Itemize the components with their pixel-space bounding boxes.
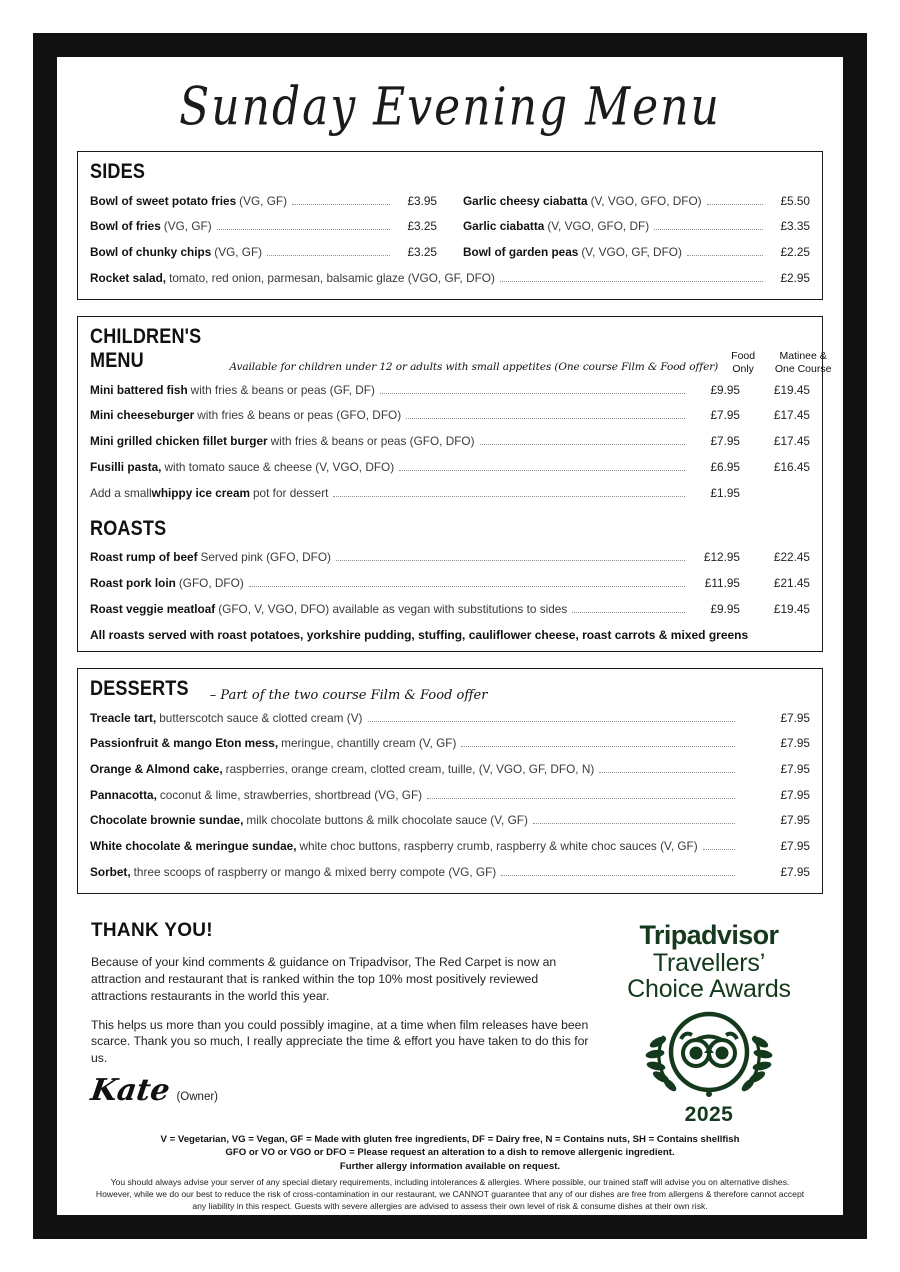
menu-item-price: £7.95 [780, 864, 810, 879]
menu-item-prefix: Add a small [90, 485, 152, 500]
menu-item-description: (GFO, DFO) [178, 576, 244, 591]
menu-item-price: £19.45 [773, 601, 810, 616]
leader-dots [336, 559, 685, 561]
menu-item-row [463, 188, 810, 214]
menu-item-price: £2.95 [780, 270, 810, 285]
menu-item-price: £9.95 [710, 601, 740, 616]
allergen-key-line-1: V = Vegetarian, VG = Vegan, GF = Made with gluten free ingredients, DF = Dairy free, N = Contains nuts, SH = Contains shellfish [160, 1133, 740, 1145]
menu-item-description: with fries & beans or peas (GF, DF) [190, 382, 375, 397]
menu-item-row [90, 782, 810, 808]
menu-item-description: milk chocolate buttons & milk chocolate sauce (V, GF) [246, 813, 528, 828]
menu-item-name: Bowl of chunky chips [90, 245, 212, 260]
menu-item-description: (V, VGO, GFO, DF) [547, 219, 650, 234]
leader-dots [380, 392, 685, 394]
children-heading: CHILDREN'S MENU [90, 325, 202, 373]
leader-dots [533, 822, 735, 824]
thank-you-paragraph-2: This helps us more than you could possibly imagine, at a time when film releases have been scarce. Thank you so much, I really appreciate the time & effort you have taken to do this for us. [91, 1017, 589, 1066]
menu-item-price: £3.25 [407, 219, 437, 234]
menu-item-name: Bowl of sweet potato fries [90, 193, 237, 208]
menu-item-description: butterscotch sauce & clotted cream (V) [159, 710, 363, 725]
leader-dots [249, 585, 685, 587]
roasts-note: All roasts served with roast potatoes, yorkshire pudding, stuffing, cauliflower cheese, roast carrots & mixed greens [90, 628, 749, 642]
col-head-matinee-l2: One Course [774, 362, 832, 375]
menu-item-row [90, 756, 810, 782]
leader-dots [501, 874, 735, 876]
menu-item-description: three scoops of raspberry or mango & mixed berry compote (VG, GF) [133, 864, 497, 879]
tripadvisor-award-year: 2025 [684, 1102, 734, 1126]
menu-item-row [90, 377, 810, 403]
inner-border-frame [46, 46, 854, 1226]
menu-item-row [90, 403, 810, 429]
sides-grid [90, 188, 810, 265]
menu-item-name: Chocolate brownie sundae, [90, 813, 244, 828]
col-head-food-only-l1: Food [731, 350, 756, 363]
leader-dots [292, 203, 390, 205]
col-head-food-only [718, 350, 768, 375]
leader-dots [333, 495, 685, 497]
menu-item-description: with fries & beans or peas (GFO, DFO) [197, 408, 402, 423]
menu-item-price: £7.95 [710, 434, 740, 449]
menu-item-price: £22.45 [773, 550, 810, 565]
menu-item-description: white choc buttons, raspberry crumb, raspberry & white choc sauces (V, GF) [299, 839, 698, 854]
tripadvisor-owl-laurel-icon [609, 1006, 809, 1107]
menu-item-row [90, 571, 810, 597]
tripadvisor-wordmark: Tripadvisor [639, 920, 779, 951]
owner-label: (Owner) [176, 1090, 218, 1103]
leader-dots [427, 797, 735, 799]
leader-dots [572, 611, 685, 613]
menu-item-name: Mini cheeseburger [90, 408, 195, 423]
menu-item-price: £1.95 [710, 485, 740, 500]
menu-item-price: £3.95 [407, 193, 437, 208]
menu-item-name: Roast pork loin [90, 576, 176, 591]
leader-dots [703, 848, 735, 850]
menu-item-price: £17.45 [773, 434, 810, 449]
menu-item-price: £12.95 [703, 550, 740, 565]
menu-item-name: Mini battered fish [90, 382, 188, 397]
sides-heading: SIDES [90, 160, 146, 184]
menu-item-price: £7.95 [780, 761, 810, 776]
thank-you-section [77, 910, 823, 1127]
menu-item-name: Sorbet, [90, 864, 131, 879]
thank-you-text-block [88, 920, 591, 1127]
menu-item-price: £6.95 [710, 459, 740, 474]
menu-item-price: £16.45 [773, 459, 810, 474]
menu-item-price: £3.35 [780, 219, 810, 234]
tripadvisor-travellers-line: Travellers’ [652, 948, 766, 977]
sides-full-row-holder [90, 265, 810, 291]
menu-item-price: £17.45 [773, 408, 810, 423]
col-head-matinee [768, 350, 838, 375]
allergen-footer [77, 1133, 823, 1212]
menu-item-description: coconut & lime, strawberries, shortbread (VG, GF) [159, 787, 423, 802]
page-title: Sunday Evening Menu [179, 77, 721, 138]
menu-item-name: Roast veggie meatloaf [90, 601, 216, 616]
outer-border-frame [33, 33, 867, 1239]
menu-item-row [90, 188, 437, 214]
roasts-heading: ROASTS [90, 516, 167, 540]
allergen-key-line-3: Further allergy information available on request. [339, 1160, 561, 1172]
tripadvisor-award-logo [609, 920, 809, 1127]
menu-item-name: Roast rump of beef [90, 550, 198, 565]
menu-item-name: Fusilli pasta, [90, 459, 162, 474]
leader-dots [480, 443, 685, 445]
signature-row [88, 1073, 591, 1109]
leader-dots [406, 417, 685, 419]
leader-dots [368, 720, 736, 722]
tripadvisor-choice-awards-line: Choice Awards [627, 975, 791, 1004]
children-items [90, 377, 810, 480]
menu-item-name: White chocolate & meringue sundae, [90, 839, 297, 854]
menu-item-description: (V, VGO, GFO, DFO) [590, 193, 702, 208]
thank-you-paragraph-1: Because of your kind comments & guidance on Tripadvisor, The Red Carpet is now an attraction and restaurant that is ranked within the top 10% most positively reviewed attractions restaurants in the world this year. [91, 955, 557, 1003]
menu-item-price: £7.95 [780, 839, 810, 854]
children-subtitle: Available for children under 12 or adults with small appetites (One course Film & Food offer) [229, 361, 719, 374]
desserts-subtitle: – Part of the two course Film & Food offer [209, 688, 488, 703]
menu-item-row [90, 596, 810, 622]
menu-item-row [90, 545, 810, 571]
menu-item-name: Bowl of garden peas [463, 245, 579, 260]
menu-item-row [90, 808, 810, 834]
leader-dots [707, 203, 763, 205]
leader-dots [217, 228, 390, 230]
menu-item-price: £7.95 [780, 736, 810, 751]
menu-item-description: Served pink (GFO, DFO) [200, 550, 331, 565]
menu-item-description: tomato, red onion, parmesan, balsamic glaze (VGO, GF, DFO) [169, 270, 495, 285]
children-addon-row [90, 480, 810, 506]
leader-dots [267, 254, 390, 256]
menu-item-row [90, 240, 437, 266]
menu-item-name: Garlic cheesy ciabatta [463, 193, 588, 208]
allergen-key-line-2: GFO or VO or VGO or DFO = Please request an alteration to a dish to remove allergenic ingredient. [225, 1147, 675, 1159]
desserts-section [77, 668, 823, 894]
menu-item-row [463, 240, 810, 266]
children-roasts-section [77, 316, 832, 652]
menu-item-price: £3.25 [407, 245, 437, 260]
menu-item-description: meringue, chantilly cream (V, GF) [281, 736, 457, 751]
menu-item-price: £7.95 [780, 787, 810, 802]
menu-item-description: (VG, GF) [239, 193, 288, 208]
menu-item-description: (VG, GF) [214, 245, 263, 260]
leader-dots [500, 280, 763, 282]
menu-item-row [90, 731, 810, 757]
menu-item-price: £9.95 [710, 382, 740, 397]
menu-item-description: (GFO, V, VGO, DFO) available as vegan with substitutions to sides [218, 601, 568, 616]
menu-item-name: Passionfruit & mango Eton mess, [90, 736, 279, 751]
desserts-header-row [90, 676, 810, 705]
children-header-row [90, 324, 832, 377]
menu-item-row [90, 480, 810, 506]
col-head-food-only-l2: Only [732, 362, 754, 375]
sides-header-row [90, 159, 810, 188]
children-price-column-headers [718, 350, 838, 377]
menu-item-price: £21.45 [773, 576, 810, 591]
menu-item-row [90, 429, 810, 455]
menu-item-row [90, 859, 810, 885]
sides-section [77, 151, 823, 300]
menu-item-price: £11.95 [704, 576, 740, 591]
roasts-items [90, 545, 810, 622]
menu-item-name: Garlic ciabatta [463, 219, 545, 234]
desserts-heading: DESSERTS [90, 677, 189, 700]
leader-dots [461, 745, 735, 747]
menu-item-price: £7.95 [780, 813, 810, 828]
menu-item-price: £5.50 [780, 193, 810, 208]
desserts-items [90, 705, 810, 885]
menu-item-name: Treacle tart, [90, 710, 157, 725]
menu-item-description: (VG, GF) [163, 219, 212, 234]
menu-item-price: £7.95 [710, 408, 740, 423]
col-head-matinee-l1: Matinee & [779, 350, 827, 363]
leader-dots [687, 254, 763, 256]
menu-sheet [57, 57, 843, 1215]
menu-item-price: £2.25 [780, 245, 810, 260]
menu-item-description: pot for dessert [253, 485, 329, 500]
menu-item-price: £19.45 [773, 382, 810, 397]
menu-item-price: £7.95 [780, 710, 810, 725]
menu-item-description: (V, VGO, GF, DFO) [581, 245, 682, 260]
menu-item-name: Mini grilled chicken fillet burger [90, 434, 268, 449]
menu-item-row [90, 834, 810, 860]
menu-item-name: Rocket salad, [90, 270, 167, 285]
menu-item-row [90, 454, 810, 480]
roasts-header-row [90, 516, 810, 545]
menu-item-row [90, 214, 437, 240]
menu-item-name: Bowl of fries [90, 219, 161, 234]
menu-item-description: raspberries, orange cream, clotted cream, tuille, (V, VGO, GF, DFO, N) [225, 761, 595, 776]
menu-item-row [90, 265, 810, 291]
leader-dots [399, 469, 685, 471]
allergen-disclaimer: You should always advise your server of any special dietary requirements, including intolerances & allergies. Where possible, our trained staff will advise you on alternative dishes. However, while we do our best to reduce the risk of cross-contamination in our restaurant, we CANNOT guarantee that any of our dishes are free from allergens & therefore cannot accept any liability in this respect. Guests with severe allergies are advised to assess their own level of risk & consume dishes at their own risk. [95, 1176, 805, 1211]
leader-dots [654, 228, 763, 230]
menu-item-description: with tomato sauce & cheese (V, VGO, DFO) [164, 459, 395, 474]
owner-signature: Kate [88, 1073, 173, 1109]
menu-item-row [463, 214, 810, 240]
menu-item-row [90, 705, 810, 731]
menu-item-name: Orange & Almond cake, [90, 761, 223, 776]
leader-dots [599, 771, 735, 773]
menu-item-description: with fries & beans or peas (GFO, DFO) [270, 434, 475, 449]
thank-you-title: THANK YOU! [91, 920, 213, 942]
menu-item-name: Pannacotta, [90, 787, 157, 802]
menu-item-name: whippy ice cream [151, 485, 250, 500]
